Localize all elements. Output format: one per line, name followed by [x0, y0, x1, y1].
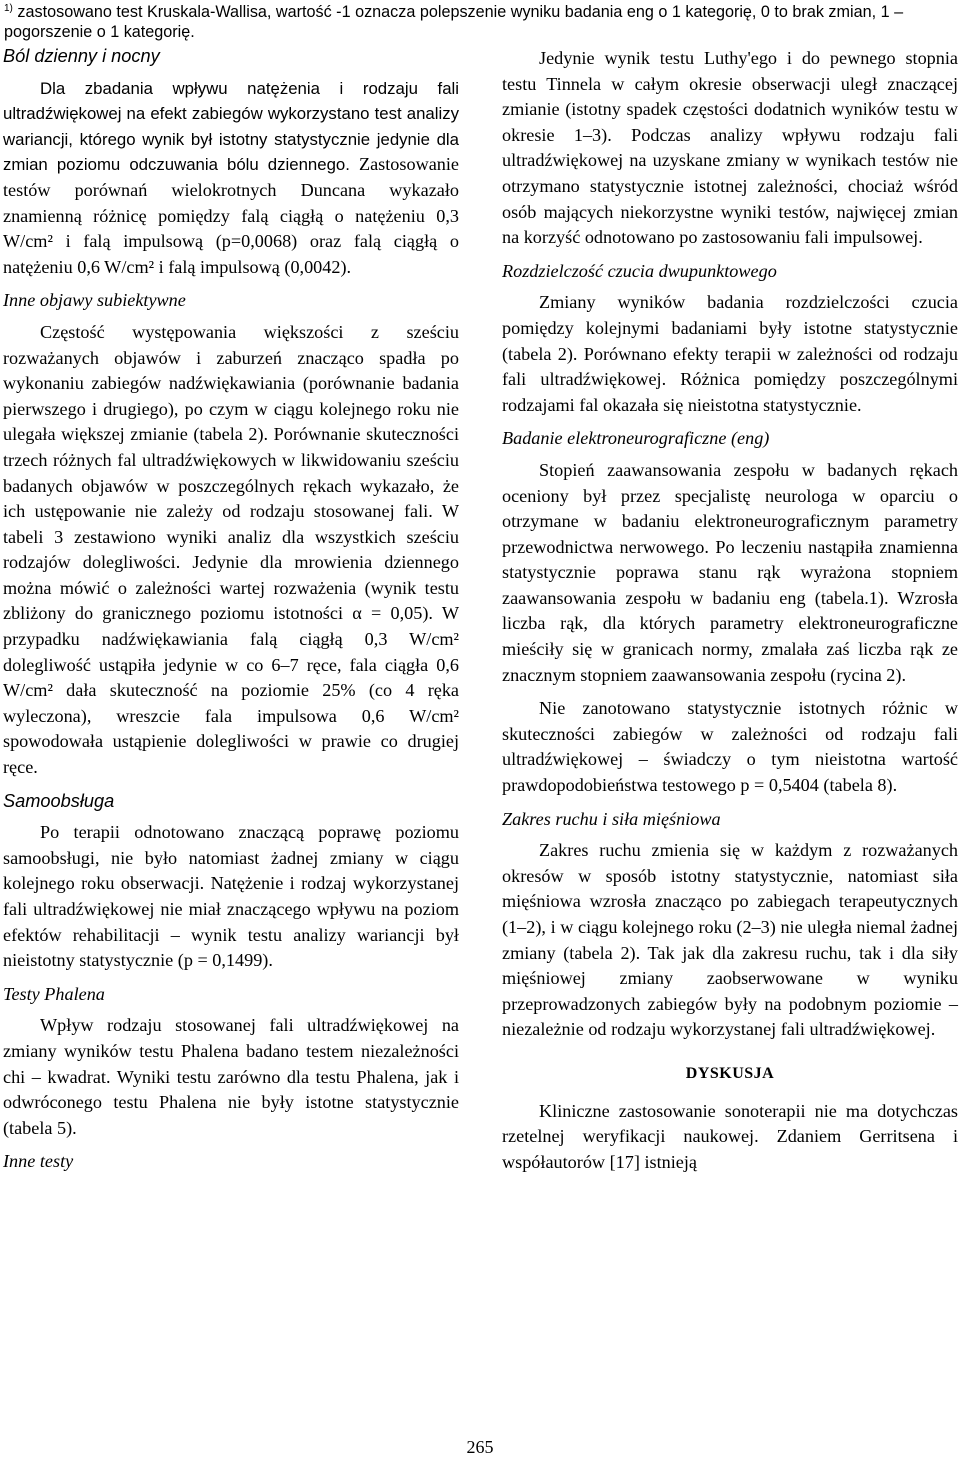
paragraph-motion: Zakres ruchu zmienia się w każdym z rozważanych okresów w sposób istotny statystycznie, natomiast siła mięśniowa wzrosła znacząco po zabiegach terapeutycznych (1–2), i w ciągu kolejnego roku (2–3) nie uległa niemal żadnej zmiany (tabela 2). Tak jak dla zakresu ruchu, tak i dla siły mięśniowej zmiany zaobserwowane w wyniku przeprowadzonych zabiegów były na podobnym poziomie – niezależnie od rodzaju wykorzystanej fali ultradźwiękowej.	[502, 840, 958, 1040]
paragraph-pain-part2: Zastosowanie testów porównań wielokrotnych Duncana wykazało znamienną różnicę pomiędzy falą ciągłą o natężeniu 0,3 W/cm² i falą impulsową (p=0,0068) oraz falą ciągłą o natężeniu 0,6 W/cm² i falą impulsową (0,0042).	[3, 154, 459, 277]
heading-eng: Badanie elektroneurograficzne (eng)	[502, 428, 770, 449]
heading-phalen: Testy Phalena	[3, 983, 105, 1004]
paragraph-discussion: Kliniczne zastosowanie sonoterapii nie ma dotychczas rzetelnej weryfikacji naukowej. Zdaniem Gerritsena i współautorów [17] istnieją	[502, 1100, 958, 1172]
heading-other-tests: Inne testy	[3, 1151, 74, 1172]
paragraph-pain-part1: Dla zbadania wpływu natężenia i rodzaju fali ultradźwiękowej na efekt zabiegów wykorzystano test analizy wariancji, którego wynik był istotny statystycznie jedynie dla zmian poziomu odczuwania bólu dziennego.	[3, 78, 459, 175]
paragraph-eng-2: Nie zanotowano statystycznie istotnych różnic w skuteczności zabiegów w zależności od rodzaju fali ultradźwiękowej – świadczy o tym nieistotna wartość prawdopodobieństwa testowego p = 0,5404 (tabela 8).	[502, 698, 958, 796]
left-column	[3, 44, 459, 1181]
heading-discussion: DYSKUSJA	[685, 1064, 775, 1082]
heading-other-symptoms: Inne objawy subiektywne	[3, 290, 186, 311]
paragraph-phalen: Wpływ rodzaju stosowanej fali ultradźwiękowej na zmiany wyników testu Phalena badano testem niezależności chi – kwadrat. Wyniki testu zarówno dla testu Phalena, jak i odwróconego testu Phalena nie były istotne statystycznie (tabela 5).	[3, 1015, 459, 1138]
footnote	[4, 2, 954, 42]
heading-motion: Zakres ruchu i siła mięśniowa	[502, 808, 721, 829]
heading-two-point: Rozdzielczość czucia dwupunktowego	[502, 260, 777, 281]
right-column	[502, 46, 958, 1183]
heading-self-care: Samoobsługa	[3, 790, 115, 811]
paragraph-self-care: Po terapii odnotowano znaczącą poprawę poziomu samoobsługi, nie było natomiast żadnej zmiany w ciągu kolejnego roku obserwacji. Natężenie i rodzaj wykorzystanej fali ultradźwiękowej nie miał znaczącego wpływu na poziom efektów rehabilitacji – wynik testu analizy wariancji był nieistotny statystycznie (p = 0,1499).	[3, 822, 459, 971]
page-number: 265	[466, 1437, 494, 1457]
footnote-text: zastosowano test Kruskala-Wallisa, wartość -1 oznacza polepszenie wyniku badania eng o 1 kategorię, 0 to brak zmian, 1 – pogorszenie o 1 kategorię.	[4, 3, 904, 41]
heading-pain: Ból dzienny i nocny	[3, 46, 160, 66]
paragraph-two-point: Zmiany wyników badania rozdzielczości czucia pomiędzy kolejnymi badaniami były istotne statystycznie (tabela 2). Porównano efekty terapii w zależności od rodzaju fali ultradźwiękowej. Różnica pomiędzy poszczególnymi rodzajami fal okazała się nieistotna statystycznie.	[502, 292, 958, 415]
paragraph-pain	[3, 76, 459, 281]
paragraph-luthy: Jedynie wynik testu Luthy'ego i do pewnego stopnia testu Tinnela w całym okresie obserwacji uległ znaczącej zmianie (istotny spadek częstości dodatnich wyników testu w okresie 1–3). Podczas analizy wpływu rodzaju fali ultradźwiękowej na uzyskane zmiany w wynikach testów nie otrzymano statystycznie istotnej zależności, chociaż wśród osób mających niekorzystne wyniki testów, najwięcej zmian na korzyść odnotowano po zastosowaniu fali impulsowej.	[502, 48, 958, 248]
paragraph-other-symptoms: Częstość występowania większości z sześciu rozważanych objawów i zaburzeń znacząco spadła po wykonaniu zabiegów nadźwiękawiania (porównanie badania pierwszego i drugiego), po czym w ciągu kolejnego roku nie ulegała większej zmianie (tabela 2). Porównanie skuteczności trzech różnych fal ultradźwiękowych w likwidowaniu sześciu badanych objawów w poszczególnych rękach wykazało, że ich ustępowanie nie zależy od rodzaju stosowanej fali. W tabeli 3 zestawiono wyniki analiz dla wszystkich sześciu rodzajów dolegliwości. Jedynie dla mrowienia dziennego można mówić o zależności wartej rozważenia (wynik testu zbliżony do granicznego poziomu istotności α = 0,05). W przypadku nadźwiękawiania falą ciągłą 0,3 W/cm² dolegliwość ustąpiła jedynie w co 6–7 ręce, fala ciągła 0,6 W/cm² dała skuteczność na poziomie 25% (co 4 ręka wyleczona), wreszcie fala impulsowa 0,6 W/cm² spowodowała ustąpienie dolegliwości w prawie co drugiej ręce.	[3, 321, 459, 778]
footnote-marker: 1)	[4, 3, 13, 14]
paragraph-eng-1: Stopień zaawansowania zespołu w badanych rękach oceniony był przez specjalistę neurologa w oparciu o otrzymane w badaniu elektroneurograficznym parametry przewodnictwa nerwowego. Po leczeniu nastąpiła znamienna statystycznie poprawa stanu rąk wyrażona stopniem zaawansowania zespołu w badaniu eng (tabela.1). Wzrosła liczba rąk, dla których parametry elektroneurograficzne mieściły się w granicach normy, zmalała zaś liczba rąk ze znacznym stopniem zaawansowania zespołu (rycina 2).	[502, 459, 958, 685]
